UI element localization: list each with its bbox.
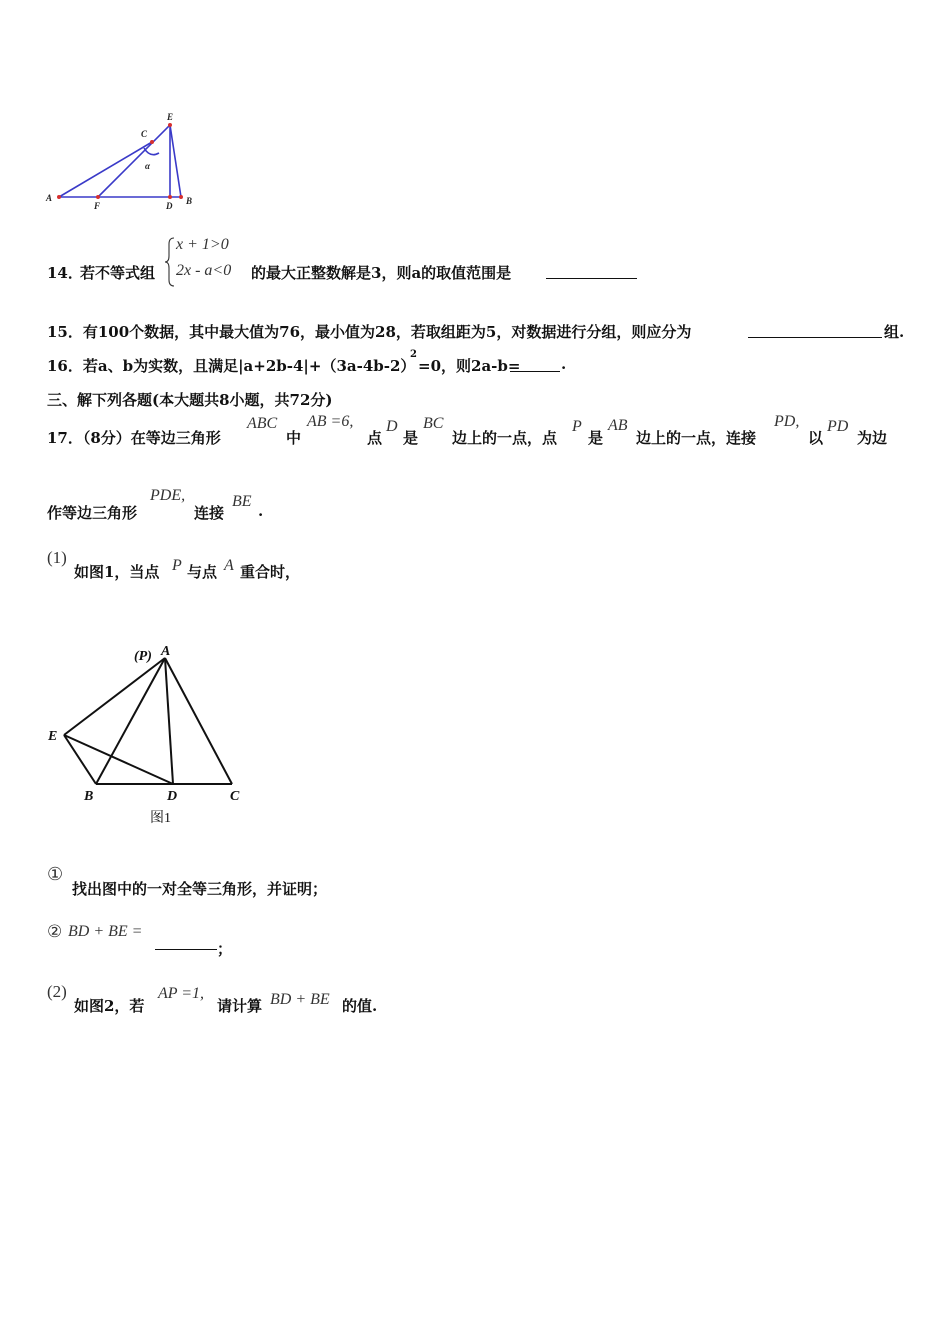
part-2-label: (2) xyxy=(47,982,67,1001)
q17-text-edge2: 边上的一点，连接 xyxy=(636,429,757,447)
fig1-label-p: (P) xyxy=(134,649,152,664)
q15-text: 15．有100个数据，其中最大值为76，最小值为28，若取组距为5，对数据进行分组，则应分为 xyxy=(47,323,692,341)
sub-question-1-text: 找出图中的一对全等三角形，并证明； xyxy=(72,880,328,898)
q17-math-be: BE xyxy=(232,493,252,510)
label-f: F xyxy=(94,201,101,211)
part-1-math-a: A xyxy=(224,557,234,574)
q16-text: 16．若a、b为实数，且满足|a+2b-4|+（3a-4b-2） xyxy=(47,357,416,375)
fig1-segment-ad xyxy=(165,658,173,784)
fig1-caption: 图1 xyxy=(150,811,171,826)
q17-math-p: P xyxy=(572,418,582,435)
q17-math-pde: PDE, xyxy=(150,487,186,504)
sub-question-2-expr: BD + BE = xyxy=(68,923,143,940)
q15-answer-blank xyxy=(748,323,882,338)
part-2-text-a: 如图2，若 xyxy=(74,997,145,1015)
part-2-math-expr: BD + BE xyxy=(270,991,330,1008)
q17-line2-text: 作等边三角形 xyxy=(47,504,138,522)
fig1-label-a: A xyxy=(161,644,171,659)
fig1-segment-ac xyxy=(165,658,232,784)
q17-math-abc: ABC xyxy=(247,415,278,432)
part-1-label: (1) xyxy=(47,548,67,567)
q17-math-d: D xyxy=(386,418,398,435)
circled-one: ① xyxy=(47,864,64,884)
q17-math-bc: BC xyxy=(423,415,444,432)
sub-question-2-end: ； xyxy=(217,940,233,958)
fig1-label-e: E xyxy=(48,729,58,744)
q16-end: . xyxy=(561,355,567,373)
label-e: E xyxy=(167,112,174,122)
q17-text-dian: 点 xyxy=(367,429,383,447)
circled-two: ② xyxy=(47,922,63,941)
q17-math-ab6: AB =6, xyxy=(307,413,354,430)
section-3-heading: 三、解下列各题(本大题共8小题，共72分) xyxy=(47,391,333,409)
q17-text-edge1: 边上的一点，点 xyxy=(452,429,558,447)
q17-text-shi: 是 xyxy=(403,429,419,447)
fig1-label-d: D xyxy=(167,789,178,804)
q17-math-pd2: PD xyxy=(827,418,849,435)
label-a: A xyxy=(46,193,53,203)
q15-end: 组. xyxy=(884,323,905,341)
q17-math-ab: AB xyxy=(608,417,628,434)
q17-line2-end: . xyxy=(258,502,264,520)
label-alpha: α xyxy=(145,161,150,171)
label-b: B xyxy=(186,196,193,206)
q17-line2-connect: 连接 xyxy=(194,504,225,522)
inequality-1: x + 1>0 xyxy=(176,236,229,253)
q17-intro: 17．（8分）在等边三角形 xyxy=(47,429,221,447)
q16-answer-blank xyxy=(510,357,560,372)
segment-eb xyxy=(170,125,181,197)
part-2-math-ap: AP =1, xyxy=(158,985,205,1002)
q16-superscript: 2 xyxy=(410,349,417,360)
q16-equation: =0，则2a-b= xyxy=(418,357,521,375)
q17-text-zhong: 中 xyxy=(286,429,302,447)
q14-number: 14． xyxy=(47,264,83,282)
inequality-2: 2x - a<0 xyxy=(176,262,232,279)
part-1-text-a: 如图1，当点 xyxy=(74,563,160,581)
part-1-text-c: 重合时， xyxy=(240,563,301,581)
q17-math-pd: PD, xyxy=(774,413,800,430)
q17-text-weibian: 为边 xyxy=(857,429,888,447)
part-1-text-b: 与点 xyxy=(187,563,218,581)
fig1-segment-ae xyxy=(64,658,165,735)
system-brace xyxy=(164,236,176,288)
q17-text-yi: 以 xyxy=(808,429,824,447)
q14-suffix: 的最大正整数解是3，则a的取值范围是 xyxy=(251,264,512,282)
part-2-text-b: 请计算 xyxy=(217,997,263,1015)
q14-prefix: 若不等式组 xyxy=(80,264,156,282)
part-2-text-c: 的值. xyxy=(342,997,378,1015)
q14-answer-blank xyxy=(546,264,637,279)
segment-fe xyxy=(98,125,170,197)
fig1-label-b: B xyxy=(84,789,94,804)
label-c: C xyxy=(141,129,148,139)
top-triangle-figure xyxy=(40,108,200,212)
label-d: D xyxy=(166,201,173,211)
q17-text-shi2: 是 xyxy=(588,429,604,447)
sub-question-2-blank xyxy=(155,935,217,950)
part-1-math-p: P xyxy=(172,557,182,574)
fig1-label-c: C xyxy=(230,789,240,804)
figure-1 xyxy=(40,640,260,830)
